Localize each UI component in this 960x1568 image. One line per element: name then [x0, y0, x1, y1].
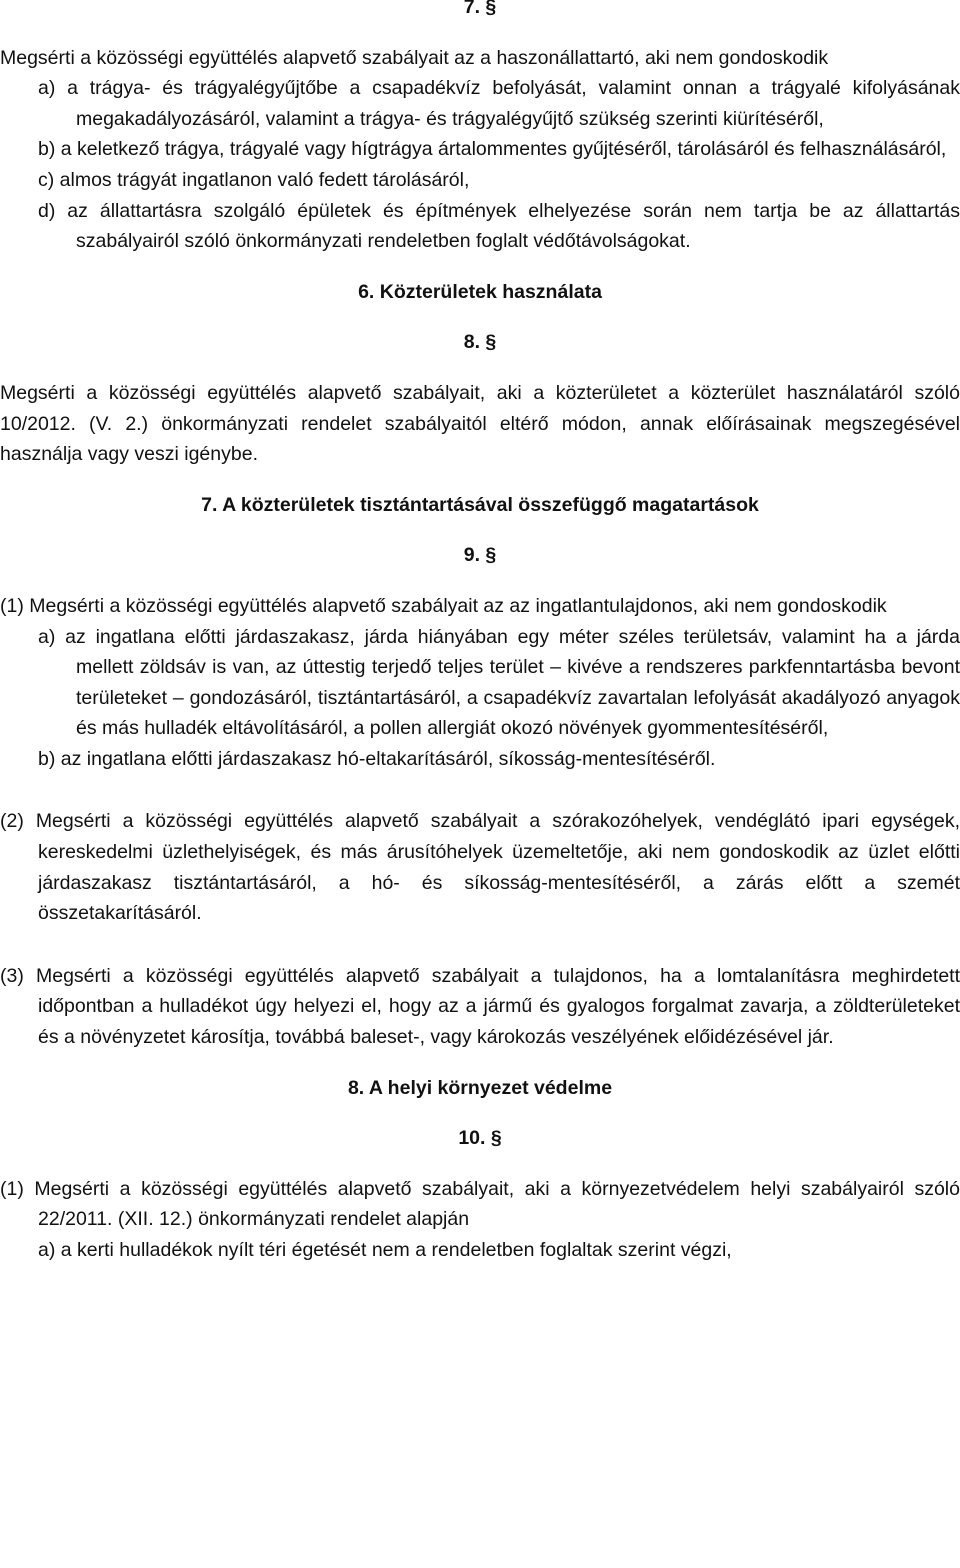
section-7-item-a: a) a trágya- és trágyalégyűjtőbe a csapadékvíz befolyását, valamint onnan a trágyalé kifolyásának megakadályozásáról, valamint a trágya- és trágyalégyűjtő szükség szerinti kiürítéséről, — [38, 77, 960, 130]
section-9-paragraph-1-intro: (1) Megsérti a közösségi együttélés alapvető szabályait az az ingatlantulajdonos, aki nem gondoskodik — [0, 594, 887, 617]
section-9-paragraph-1-item-b: b) az ingatlana előtti járdaszakasz hó-eltakarításáról, síkosság-mentesítéséről. — [38, 747, 716, 770]
section-10-title: 10. § — [458, 1127, 502, 1150]
section-7-title: 7. § — [463, 0, 497, 18]
section-9-paragraph-2: (2) Megsérti a közösségi együttélés alapvető szabályait a szórakozóhelyek, vendéglátó ipari egységek, kereskedelmi üzlethelyiségek, és más árusítóhelyek üzemeltetője, aki nem gondoskodik az üzlet előtti járdaszakasz tisztántartásáról, a hó- és síkosság-mentesítéséről, a zárás előtt a szemét összetakarításáról. — [0, 810, 960, 925]
section-7-item-b: b) a keletkező trágya, trágyalé vagy hígtrágya ártalommentes gyűjtéséről, tárolásáról és felhasználásáról, — [38, 138, 947, 161]
chapter-8-title: 8. A helyi környezet védelme — [347, 1076, 613, 1099]
section-9-paragraph-1-item-a: a) az ingatlana előtti járdaszakasz, járda hiányában egy méter széles területsáv, valamint ha a járda mellett zöldsáv is van, az úttestig terjedő teljes terület – kivéve a rendszeres parkfenntartásba bevont területeket – gondozásáról, tisztántartásáról, a csapadékvíz zavartalan lefolyását akadályozó anyagok és más hulladék eltávolításáról, a pollen allergiát okozó növények gyommentesítéséről, — [38, 625, 960, 740]
section-7-item-c: c) almos trágyát ingatlanon való fedett tárolásáról, — [38, 168, 470, 191]
section-7-intro: Megsérti a közösségi együttélés alapvető szabályait az a haszonállattartó, aki nem gondoskodik — [0, 46, 829, 69]
section-10-paragraph-1-intro: (1) Megsérti a közösségi együttélés alapvető szabályait, aki a környezetvédelem helyi szabályairól szóló 22/2011. (XII. 12.) önkormányzati rendelet alapján — [0, 1177, 960, 1231]
section-8-title: 8. § — [463, 331, 497, 354]
section-7-item-d: d) az állattartásra szolgáló épületek és építmények elhelyezése során nem tartja be az állattartás szabályairól szóló önkormányzati rendeletben foglalt védőtávolságokat. — [38, 199, 960, 253]
section-8-text: Megsérti a közösségi együttélés alapvető szabályait, aki a közterületet a közterület használatáról szóló 10/2012. (V. 2.) önkormányzati rendelet szabályaitól eltérő módon, annak előírásainak megszegésével használja vagy veszi igénybe. — [0, 381, 960, 466]
section-9-title: 9. § — [463, 544, 497, 567]
section-10-paragraph-1-item-a: a) a kerti hulladékok nyílt téri égetését nem a rendeletben foglaltak szerint végzi, — [38, 1239, 732, 1261]
chapter-7-title: 7. A közterületek tisztántartásával összefüggő magatartások — [201, 493, 759, 516]
section-9-paragraph-3: (3) Megsérti a közösségi együttélés alapvető szabályait a tulajdonos, ha a lomtalanításra meghirdetett időpontban a hulladékot úgy helyezi el, hogy az a jármű és gyalogos forgalmat zavarja, a zöldterületeket és a növényzetet károsítja, továbbá baleset-, vagy károkozás veszélyének előidézésével jár. — [0, 964, 960, 1049]
chapter-6-title: 6. Közterületek használata — [358, 280, 602, 303]
